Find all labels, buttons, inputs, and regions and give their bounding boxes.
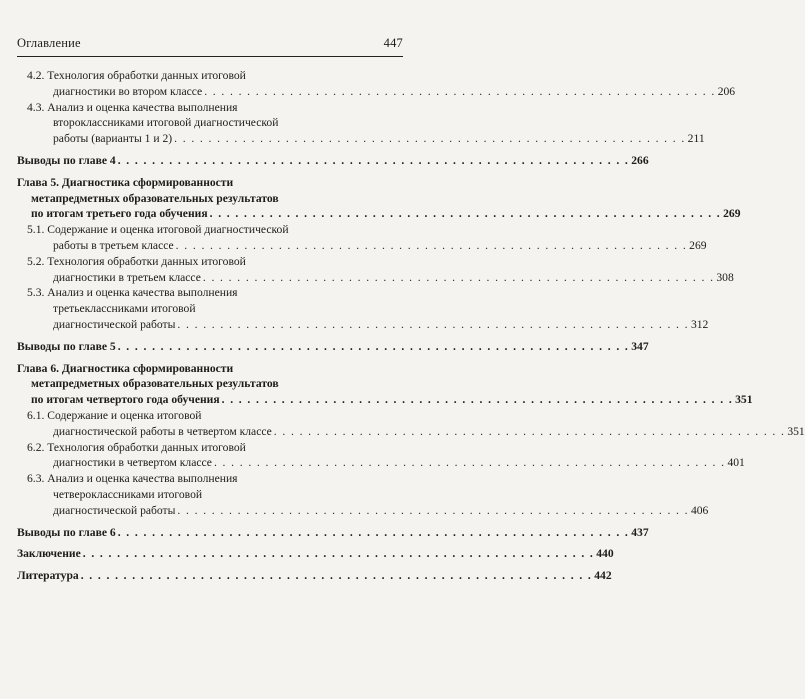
toc-entry-text: метапредметных образовательных результатов [31,377,279,391]
dot-leader: . . . . . . . . . . . . . . . . . . . . . . . . . . . . . . . . . . . . . . . . . . . . . . . . . . . . . . . . . . . . [174,132,686,146]
table-of-contents [17,68,805,584]
dot-leader: . . . . . . . . . . . . . . . . . . . . . . . . . . . . . . . . . . . . . . . . . . . . . . . . . . . . . . . . . . . . [117,153,630,167]
toc-entry-text: 4.3. Анализ и оценка качества выполнения [27,100,238,114]
toc-entry-text: метапредметных образовательных результатов [31,191,279,205]
toc-entry [17,222,707,254]
toc-entry-text: работы (варианты 1 и 2) [53,132,173,146]
toc-entry [17,525,649,541]
toc-entry-text: 5.1. Содержание и оценка итоговой диагностической [27,223,289,237]
toc-entry [17,568,612,584]
toc-entry-text: 6.3. Анализ и оценка качества выполнения [27,472,238,486]
toc-page-number: 308 [716,270,734,284]
toc-entry-text: третьеклассниками итоговой [53,302,196,316]
header-rule [17,56,403,57]
toc-entry-text: диагностической работы в четвертом классе [53,424,272,438]
toc-page-number: 347 [631,339,649,353]
toc-entry [17,68,736,100]
running-header [17,36,403,51]
toc-entry-text: 5.2. Технология обработки данных итоговой [27,254,246,268]
toc-page-number: 351 [735,393,753,407]
toc-entry [17,153,649,169]
toc-entry-text: диагностики в четвертом классе [53,456,212,470]
dot-leader: . . . . . . . . . . . . . . . . . . . . . . . . . . . . . . . . . . . . . . . . . . . . . . . . . . . . . . . . . . . . [175,238,688,252]
dot-leader: . . . . . . . . . . . . . . . . . . . . . . . . . . . . . . . . . . . . . . . . . . . . . . . . . . . . . . . . . . . . [177,317,689,331]
dot-leader: . . . . . . . . . . . . . . . . . . . . . . . . . . . . . . . . . . . . . . . . . . . . . . . . . . . . . . . . . . . . [213,456,726,470]
toc-page-number: 269 [723,207,741,221]
toc-entry-text: диагностики в третьем классе [53,270,201,284]
dot-leader: . . . . . . . . . . . . . . . . . . . . . . . . . . . . . . . . . . . . . . . . . . . . . . . . . . . . . . . . . . . . [82,547,595,561]
toc-entry [17,339,649,355]
dot-leader: . . . . . . . . . . . . . . . . . . . . . . . . . . . . . . . . . . . . . . . . . . . . . . . . . . . . . . . . . . . . [202,270,715,284]
toc-entry [17,546,614,562]
toc-entry-text: по итогам четвертого года обучения [31,393,220,407]
toc-entry-text: Глава 6. Диагностика сформированности [17,361,234,375]
toc-entry-text: 5.3. Анализ и оценка качества выполнения [27,286,238,300]
toc-entry-text: работы в третьем классе [53,238,174,252]
dot-leader: . . . . . . . . . . . . . . . . . . . . . . . . . . . . . . . . . . . . . . . . . . . . . . . . . . . . . . . . . . . . [80,569,593,583]
dot-leader: . . . . . . . . . . . . . . . . . . . . . . . . . . . . . . . . . . . . . . . . . . . . . . . . . . . . . . . . . . . . [177,503,689,517]
toc-page-number: 312 [690,317,709,331]
toc-page-number: 406 [690,503,709,517]
toc-entry-text: по итогам третьего года обучения [31,207,208,221]
toc-entry-text: Выводы по главе 5 [17,339,116,353]
toc-page-number: 440 [596,547,614,561]
toc-entry-text: диагностической работы [53,317,176,331]
toc-page-number: 206 [717,84,736,98]
toc-page-number: 211 [687,132,705,146]
toc-entry-text: 6.1. Содержание и оценка итоговой [27,408,202,422]
toc-page-number: 351 [787,424,805,438]
toc-entry-text: второклассниками итоговой диагностической [53,116,279,130]
toc-entry [17,175,741,222]
toc-entry-text: Выводы по главе 6 [17,525,116,539]
toc-page-number: 266 [631,153,649,167]
dot-leader: . . . . . . . . . . . . . . . . . . . . . . . . . . . . . . . . . . . . . . . . . . . . . . . . . . . . . . . . . . . . [204,84,716,98]
toc-entry-text: диагностики во втором классе [53,84,203,98]
toc-entry [17,285,709,332]
toc-entry-text: четвероклассниками итоговой [53,487,203,501]
toc-entry-text: Заключение [17,547,81,561]
toc-page-number: 437 [631,525,649,539]
toc-entry [17,408,805,440]
dot-leader: . . . . . . . . . . . . . . . . . . . . . . . . . . . . . . . . . . . . . . . . . . . . . . . . . . . . . . . . . . . . [117,339,630,353]
toc-entry [17,254,734,286]
dot-leader: . . . . . . . . . . . . . . . . . . . . . . . . . . . . . . . . . . . . . . . . . . . . . . . . . . . . . . . . . . . . [273,424,786,438]
header-page-number: 447 [383,36,403,50]
toc-entry-text: 4.2. Технология обработки данных итоговой [27,69,246,82]
toc-entry-text: диагностической работы [53,503,176,517]
toc-page-number: 269 [689,238,707,252]
dot-leader: . . . . . . . . . . . . . . . . . . . . . . . . . . . . . . . . . . . . . . . . . . . . . . . . . . . . . . . . . . . . [221,393,734,407]
toc-page-number: 401 [727,456,745,470]
toc-entry [17,471,709,518]
dot-leader: . . . . . . . . . . . . . . . . . . . . . . . . . . . . . . . . . . . . . . . . . . . . . . . . . . . . . . . . . . . . [209,207,722,221]
toc-entry-text: Литература [17,569,79,583]
toc-entry-text: Глава 5. Диагностика сформированности [17,175,234,189]
toc-entry [17,361,753,408]
toc-entry-text: Выводы по главе 4 [17,153,116,167]
toc-entry [17,440,745,472]
toc-page-number: 442 [594,569,612,583]
toc-entry [17,100,705,147]
toc-entry-text: 6.2. Технология обработки данных итоговой [27,440,246,454]
header-title: Оглавление [17,36,81,50]
dot-leader: . . . . . . . . . . . . . . . . . . . . . . . . . . . . . . . . . . . . . . . . . . . . . . . . . . . . . . . . . . . . [117,525,630,539]
